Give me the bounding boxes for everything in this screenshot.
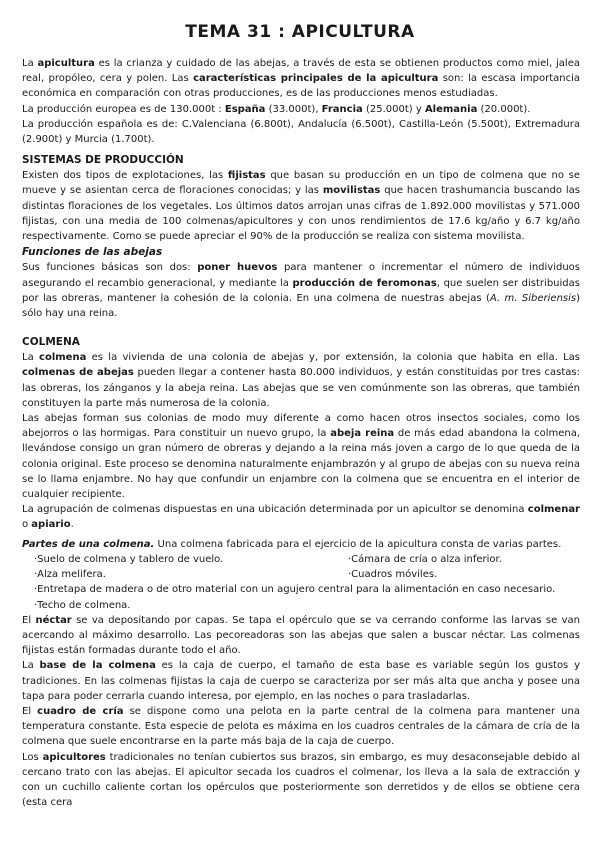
list-item: ·Suelo de colmena y tablero de vuelo.: [34, 553, 224, 565]
section-heading-colmena: COLMENA: [22, 336, 80, 349]
list-item: ·Cuadros móviles.: [348, 569, 438, 581]
funciones-paragraph: Sus funciones básicas son dos: poner huevos para mantener o incrementar el número de individuos asegurando el recambio generacional, y mediante la producción de feromonas, que suelen ser distribuidas por las obreras, mantener la cohesión de la colonia. En una colmena de nuestras abejas (A. m. Siberiensis) sólo hay una reina.: [22, 262, 581, 320]
section-heading-sistemas: SISTEMAS DE PRODUCCIÓN: [22, 154, 184, 167]
partes-heading: Partes de una colmena.: [22, 538, 155, 550]
partes-intro-text: Una colmena fabricada para el ejercicio de la apicultura consta de varias partes.: [154, 538, 562, 550]
list-item: ·Alza melifera.: [34, 569, 106, 581]
list-item: ·Cámara de cría o alza inferior.: [348, 553, 502, 565]
colmena-paragraph: Las abejas forman sus colonias de modo muy diferente a como hacen otros insectos sociales, como los abejorros o las hormigas. Para constituir un nuevo grupo, la abeja reina de más edad abandona la colmena, llevándose consigo un gran número de obreras y dejando a la reina más joven a cargo de lo que queda de la colonia original. Este proceso se denomina naturalmente enjambrazón y al grupo de abejas con su nueva reina se lo llama enjambre. No hay que confundir un enjambre con la colmena que se encuentra en el interior de cualquier recipiente.: [22, 413, 581, 501]
colmena-paragraph: La colmena es la vivienda de una colonia de abejas y, por extensión, la colonia que habita en ella. Las colmenas de abejas pueden llegar a contener hasta 80.000 individuos, y están constituidas por tres castas: las obreras, los zánganos y la abeja reina. Las abejas que se ven comúnmente son las obreras, que también constituyen la parte más numerosa de la colonia.: [22, 352, 580, 409]
colmena-paragraph: El cuadro de cría se dispone como una pelota en la parte central de la colmena para mantener una temperatura constante. Esta especie de pelota es máxima en los cuadros centrales de la cámara de cría de la colmena que suele encontrarse en la parte más baja de la caja de cuerpo.: [22, 705, 580, 748]
list-item: ·Techo de colmena.: [34, 599, 131, 611]
subheading-funciones: Funciones de las abejas: [22, 246, 163, 259]
list-item: ·Entretapa de madera o de otro material con un agujero central para la alimentación en caso necesario.: [34, 584, 556, 596]
colmena-paragraph: Los apicultores tradicionales no tenían cubiertos sus brazos, sin embargo, es muy desaconsejable debido al cercano trato con las abejas. El apicultor secada los cuadros el colmenar, los lleva a la sala de extracción y con un cuchillo caliente cortan los opérculos que posteriormente son derretidos y de ellos se obtiene cera (esta cera: [22, 751, 580, 809]
intro-paragraph: La producción europea es de 130.000t : España (33.000t), Francia (25.000t) y Alemania (20.000t).: [22, 103, 531, 115]
intro-paragraph: La apicultura es la crianza y cuidado de las abejas, a través de esta se obtienen productos como miel, jalea real, propóleo, cera y polen. Las características principales de la apicultura son: la escasa importancia económica en comparación con otras producciones, es de las producciones menos estudiadas.: [22, 58, 580, 100]
partes-intro: [22, 537, 580, 552]
page-title: TEMA 31 : APICULTURA: [185, 22, 415, 42]
sistemas-paragraph: Existen dos tipos de explotaciones, las fijistas que basan su producción en un tipo de colmena que no se mueve y se asientan cerca de floraciones conocidas; y las movilistas que hacen trashumancia buscando las distintas floraciones de los vegetales. Los últimos datos arrojan unas cifras de 1.892.000 movilistas y 571.000 fijistas, con una media de 100 colmenas/apicultores y con unos rendimientos de 17.6 kg/año y 6.7 kg/año respectivamente. Como se puede apreciar el 90% de la producción se realiza con sistema movilista.: [22, 170, 580, 243]
intro-paragraph: La producción española es de: C.Valenciana (6.800t), Andalucía (6.500t), Castilla-León (5.500t), Extremadura (2.900t) y Murcia (1.700t).: [22, 118, 580, 146]
document-body: [22, 56, 580, 810]
colmena-paragraph: La base de la colmena es la caja de cuerpo, el tamaño de esta base es variable según los gustos y tradiciones. En las colmenas fijistas la caja de cuerpo se caracteriza por ser más alta que ancha y posee una tapa para poder cerrarla cuando interesa, por ejemplo, en las noches o para trasladarlas.: [22, 660, 580, 702]
partes-list: [22, 552, 580, 613]
colmena-paragraph: El néctar se va depositando por capas. Se tapa el opérculo que se va cerrando conforme las larvas se van acercando al máximo desarrollo. Las pecoreadoras son las abejas que salen a buscar néctar. Las colmenas fijistas están formadas durante todo el año.: [22, 614, 580, 657]
colmena-paragraph: La agrupación de colmenas dispuestas en una ubicación determinada por un apicultor se denomina colmenar o apiario.: [22, 504, 580, 531]
